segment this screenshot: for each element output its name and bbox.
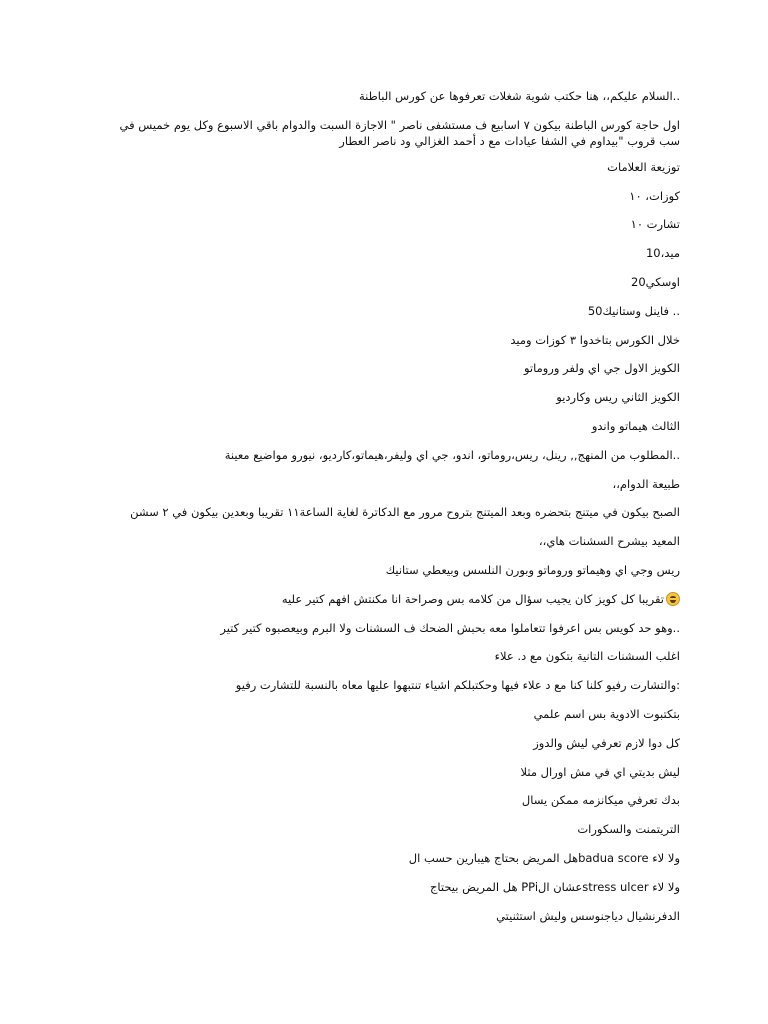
tip-drug-dose: كل دوا لازم تعرفي ليش والدوز [533, 735, 680, 750]
tip-differential: الدفرنشيال دياجنوسس وليش استثنيتي [496, 908, 680, 923]
marks-osce: اوسكي20 [631, 274, 680, 289]
marks-mid: ميد،10 [645, 246, 680, 261]
other-sessions: اغلب السشنات التانية بتكون مع د. علاء [494, 649, 680, 664]
tip-heparin: ولا لاء badua scoreهل المريض بحتاج هيبارين حسب ال [408, 850, 680, 865]
marks-final: .. فاينل وستانيك50 [587, 303, 680, 318]
document-body [100, 88, 680, 924]
marks-chart: تشارت ١٠ [630, 217, 680, 232]
tip-route: ليش بديتي اي في مش اورال مثلا [520, 764, 680, 779]
greeting-line: ..السلام عليكم،، هنا حكتب شوية شغلات تعرفوها عن كورس الباطنة [359, 89, 680, 103]
sessions-intro: المعيد بيشرح السشنات هاي،، [538, 534, 680, 549]
quiz-three: الثالث هيماتو واندو [591, 418, 680, 433]
tip-drug-names: بتكتبوت الادوية بس اسم علمي [533, 706, 680, 721]
morning-schedule: الصبح بيكون في ميتنج بتحضره وبعد الميتنج بتروح مرور مع الدكاترة لغاية الساعة١١ تقريبا وبعدين بيكون في ٢ سشن [130, 505, 680, 520]
tip-mechanism: بدك تعرفي ميكانزمه ممكن يسال [521, 793, 680, 808]
chart-review-intro: :والتشارت رفيو كلنا كنا مع د علاء فيها وحكتبلكم اشياء تنتبهوا عليها معاه بالنسبة للتشارت رفيو [235, 678, 680, 693]
tip-treatment-scores: التريتمنت والسكورات [577, 822, 680, 837]
sessions-topics: ريس وجي اي وهيماتو وروماتو وبورن النلسس وبيعطي ستانيك [385, 562, 680, 577]
quiz-two: الكويز الثاني ريس وكارديو [556, 390, 680, 405]
laughing-emoji-icon [666, 592, 680, 606]
marks-quizzes: كوزات، ١٠ [629, 188, 680, 203]
tip-ppi: ولا لاء stress ulcerعشان الPPi هل المريض بيحتاج [429, 879, 680, 894]
instructor-note: ..وهو حد كويس بس اعرفوا تتعاملوا معه بحبش الضحك ف السشنات ولا البرم وبيعصبوه كتير كتير [220, 620, 680, 635]
marks-distribution-heading: توزيعة العلامات [607, 159, 680, 174]
quiz-tip-text: تقريبا كل كويز كان يجيب سؤال من كلامه بس وصراحة انا مكنتش افهم كتير عليه [281, 591, 664, 606]
curriculum-required: ..المطلوب من المنهج,, رينل، ريس،روماتو، اندو، جي اي وليفر،هيماتو،كارديو، نيورو مواضيع معينة [224, 447, 680, 462]
quiz-one: الكويز الاول جي اي ولفر وروماتو [523, 361, 680, 376]
quizzes-overview: خلال الكورس بتاخدوا ٣ كوزات وميد [510, 332, 680, 347]
quiz-tip [100, 591, 680, 607]
schedule-heading: طبيعة الدوام،، [612, 476, 680, 491]
course-intro-paragraph: اول حاجة كورس الباطنة بيكون ٧ اسابيع ف مستشفى ناصر " الاجازة السبت والدوام باقي الاسبوع وكل يوم خميس في سب قروب "بيداوم في الشفا عيادات مع د أحمد الغزالي ود ناصر العطار [115, 117, 680, 148]
